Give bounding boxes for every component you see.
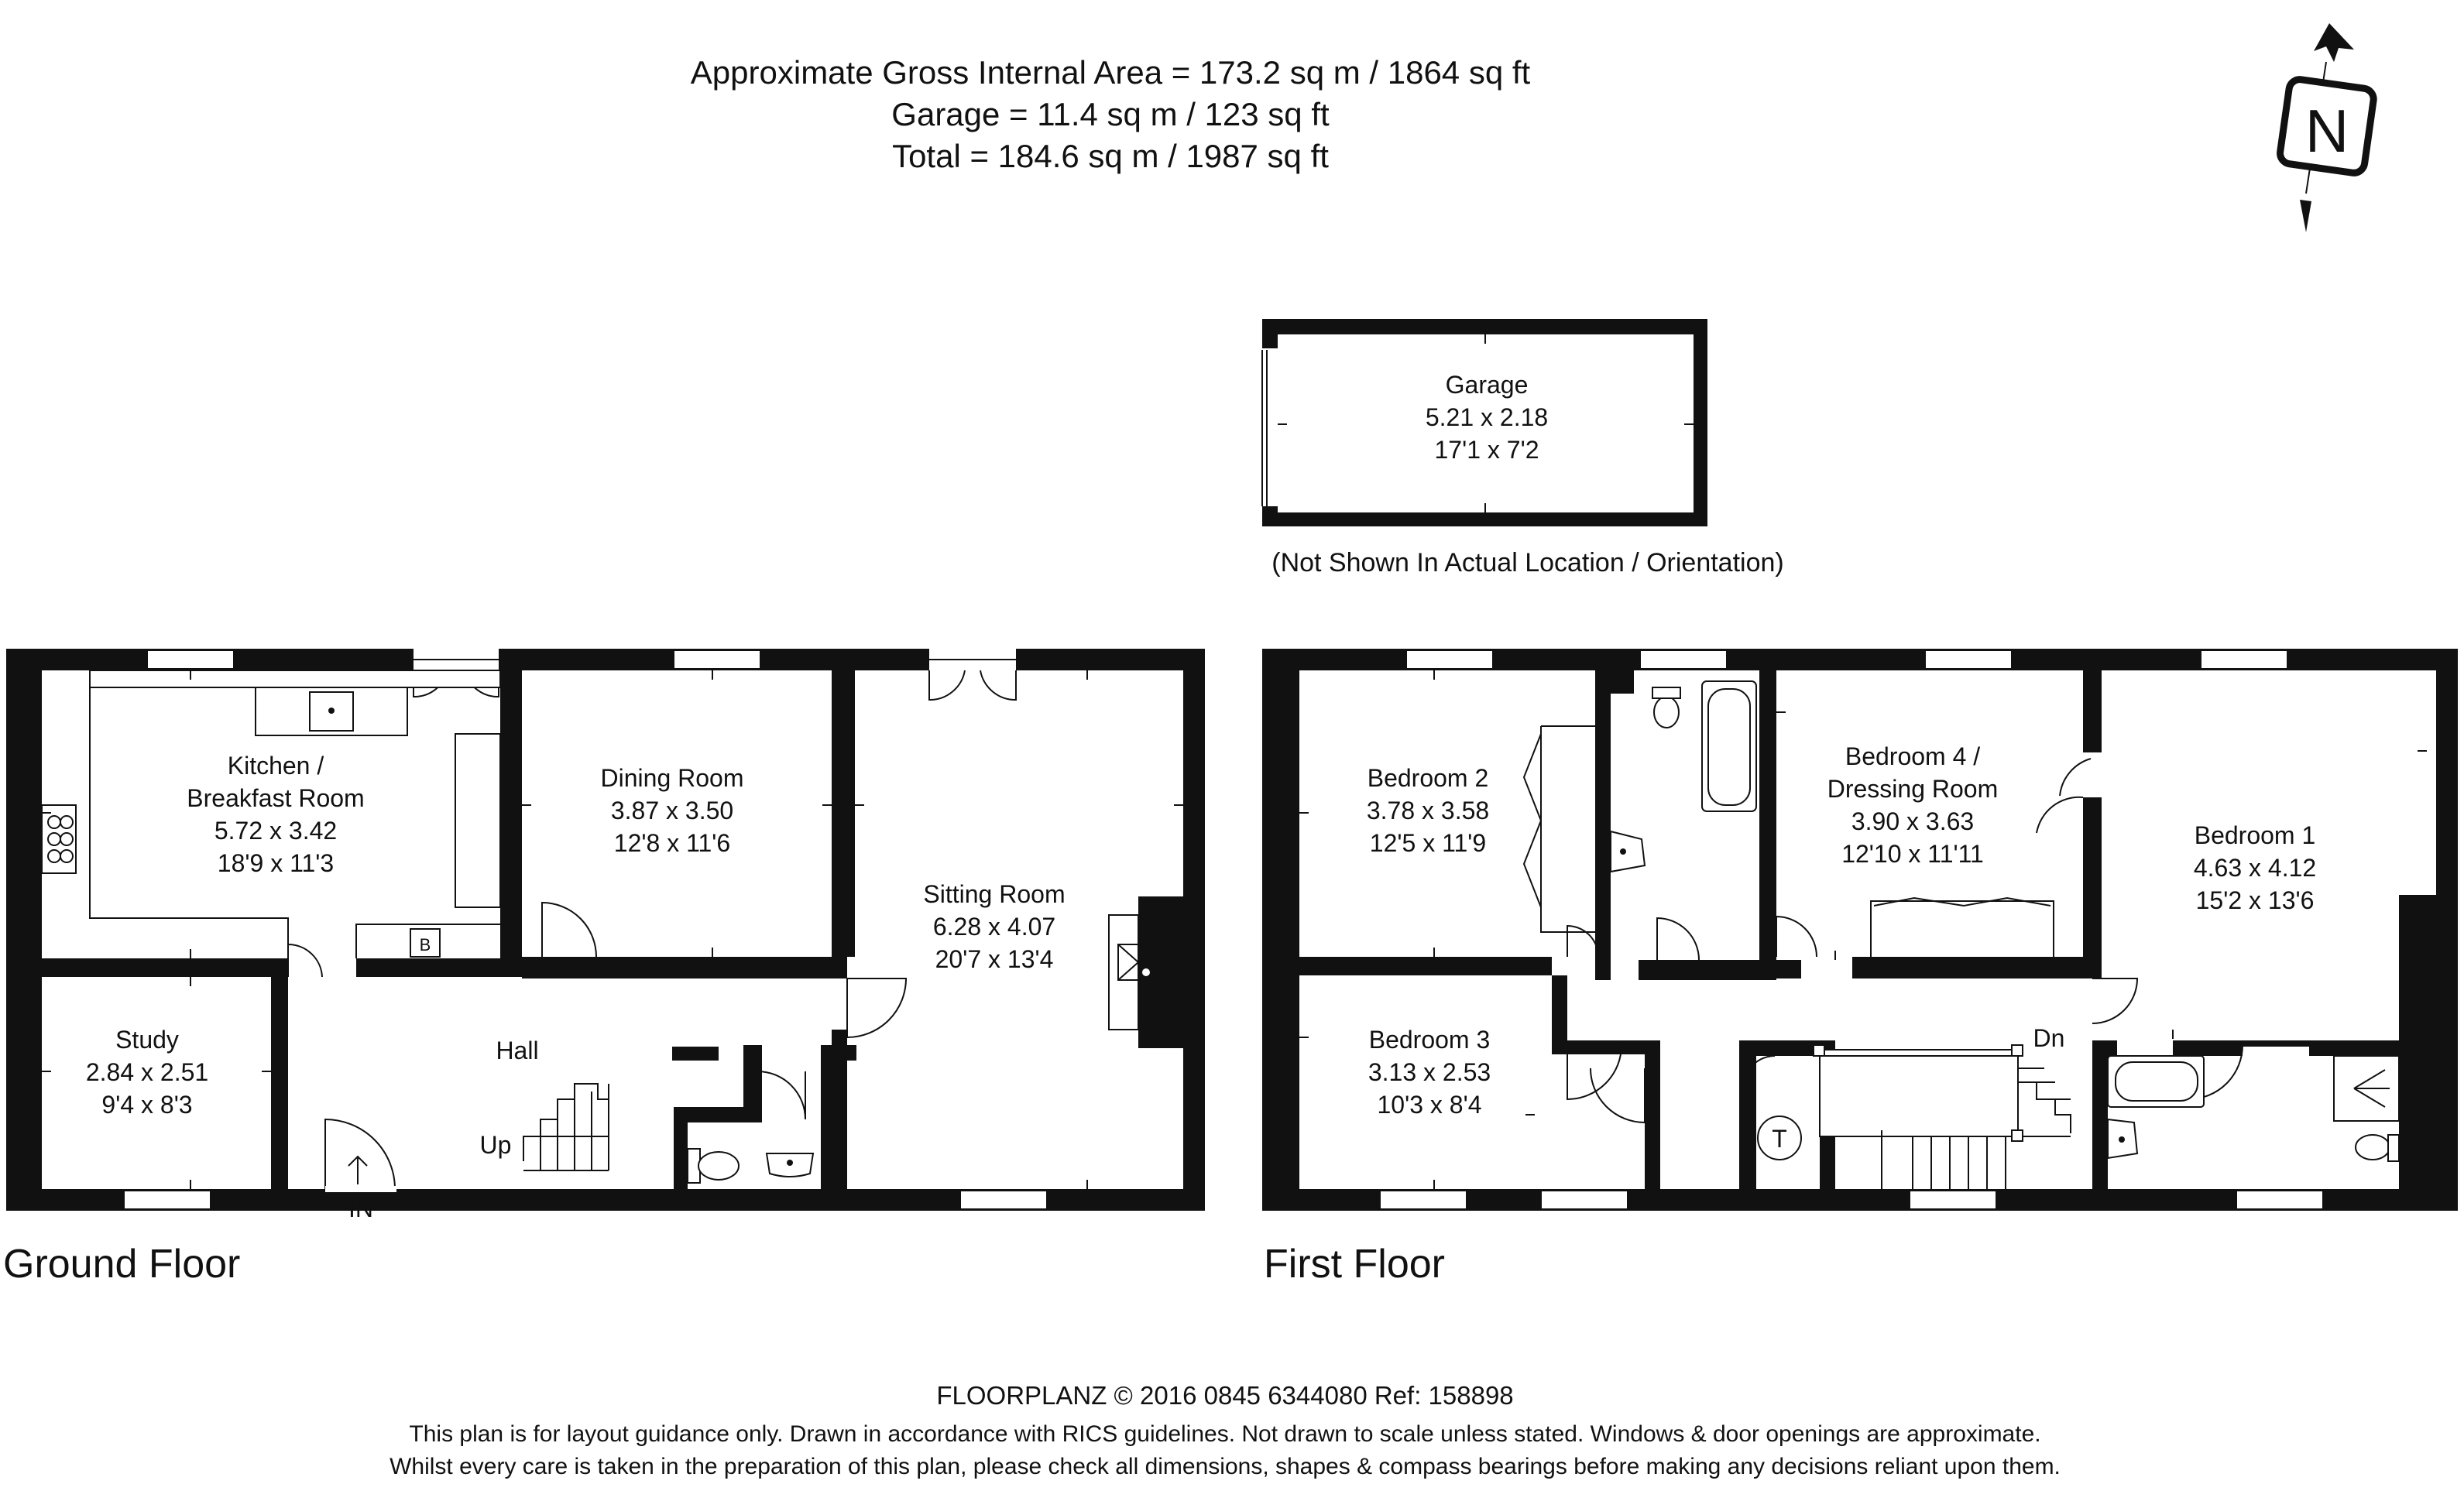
bedroom4-label-2: Dressing Room (1827, 775, 1999, 803)
kitchen-imperial: 18'9 x 11'3 (217, 849, 335, 877)
bedroom4-imperial: 12'10 x 11'11 (1841, 840, 1984, 868)
ground-floor-plan (3, 647, 1205, 1287)
first-floor-title: First Floor (1264, 1242, 1445, 1287)
garage (1256, 319, 1784, 577)
disclaimer-line-1: This plan is for layout guidance only. Drawn in accordance with RICS guidelines. Not drawn to scale unless stated. Windows & door openings are approximate. (409, 1421, 2041, 1447)
kitchen-metric: 5.72 x 3.42 (214, 817, 338, 845)
bedroom2-label: Bedroom 2 (1367, 764, 1489, 792)
area-summary (691, 54, 1531, 174)
ground-stairs (523, 1084, 609, 1170)
first-floor-plan (1262, 649, 2458, 1287)
study-label: Study (115, 1026, 179, 1054)
bedroom3-imperial: 10'3 x 8'4 (1377, 1091, 1482, 1119)
dining-metric: 3.87 x 3.50 (610, 797, 734, 824)
sitting-imperial: 20'7 x 13'4 (935, 945, 1054, 973)
garage-imperial: 17'1 x 7'2 (1434, 436, 1539, 464)
tank-label: T (1772, 1125, 1787, 1153)
kitchen-label-2: Breakfast Room (187, 784, 365, 812)
boiler-label: B (419, 935, 431, 954)
hall-label: Hall (496, 1037, 539, 1064)
bedroom1-imperial: 15'2 x 13'6 (2195, 886, 2315, 914)
bedroom3-metric: 3.13 x 2.53 (1368, 1058, 1491, 1086)
garage-location-note: (Not Shown In Actual Location / Orientation) (1271, 548, 1784, 577)
dining-imperial: 12'8 x 11'6 (613, 829, 731, 857)
garage-label: Garage (1445, 371, 1529, 399)
entrance-label: IN (348, 1194, 373, 1222)
garage-metric: 5.21 x 2.18 (1425, 403, 1549, 431)
bedroom2-metric: 3.78 x 3.58 (1366, 797, 1490, 824)
bedroom4-metric: 3.90 x 3.63 (1851, 807, 1975, 835)
compass-letter: N (2304, 97, 2349, 165)
total-area: Total = 184.6 sq m / 1987 sq ft (892, 138, 1329, 174)
dining-label: Dining Room (600, 764, 744, 792)
bedroom1-label: Bedroom 1 (2194, 821, 2316, 849)
study-metric: 2.84 x 2.51 (85, 1058, 209, 1086)
bedroom4-label: Bedroom 4 / (1845, 742, 1981, 770)
bedroom1-metric: 4.63 x 4.12 (2193, 854, 2317, 882)
sitting-label: Sitting Room (923, 880, 1066, 908)
stairs-down-label: Dn (2033, 1024, 2065, 1052)
footer (390, 1381, 2061, 1479)
study-imperial: 9'4 x 8'3 (101, 1091, 193, 1119)
north-compass-icon (2279, 23, 2375, 232)
kitchen-label: Kitchen / (227, 752, 324, 780)
bedroom2-imperial: 12'5 x 11'9 (1369, 829, 1487, 857)
stairs-up-label: Up (479, 1131, 512, 1159)
first-floor-stairs (1814, 1045, 2071, 1189)
gross-internal-area: Approximate Gross Internal Area = 173.2 sq m / 1864 sq ft (690, 54, 1531, 91)
company-line: FLOORPLANZ © 2016 0845 6344080 Ref: 158898 (936, 1381, 1514, 1410)
ground-floor-title: Ground Floor (3, 1242, 241, 1287)
disclaimer-line-2: Whilst every care is taken in the preparation of this plan, please check all dimensions, shapes & compass bearings before making any decisions reliant upon them. (390, 1454, 2061, 1479)
bedroom3-label: Bedroom 3 (1368, 1026, 1491, 1054)
garage-area: Garage = 11.4 sq m / 123 sq ft (891, 96, 1330, 132)
sitting-metric: 6.28 x 4.07 (932, 913, 1056, 941)
